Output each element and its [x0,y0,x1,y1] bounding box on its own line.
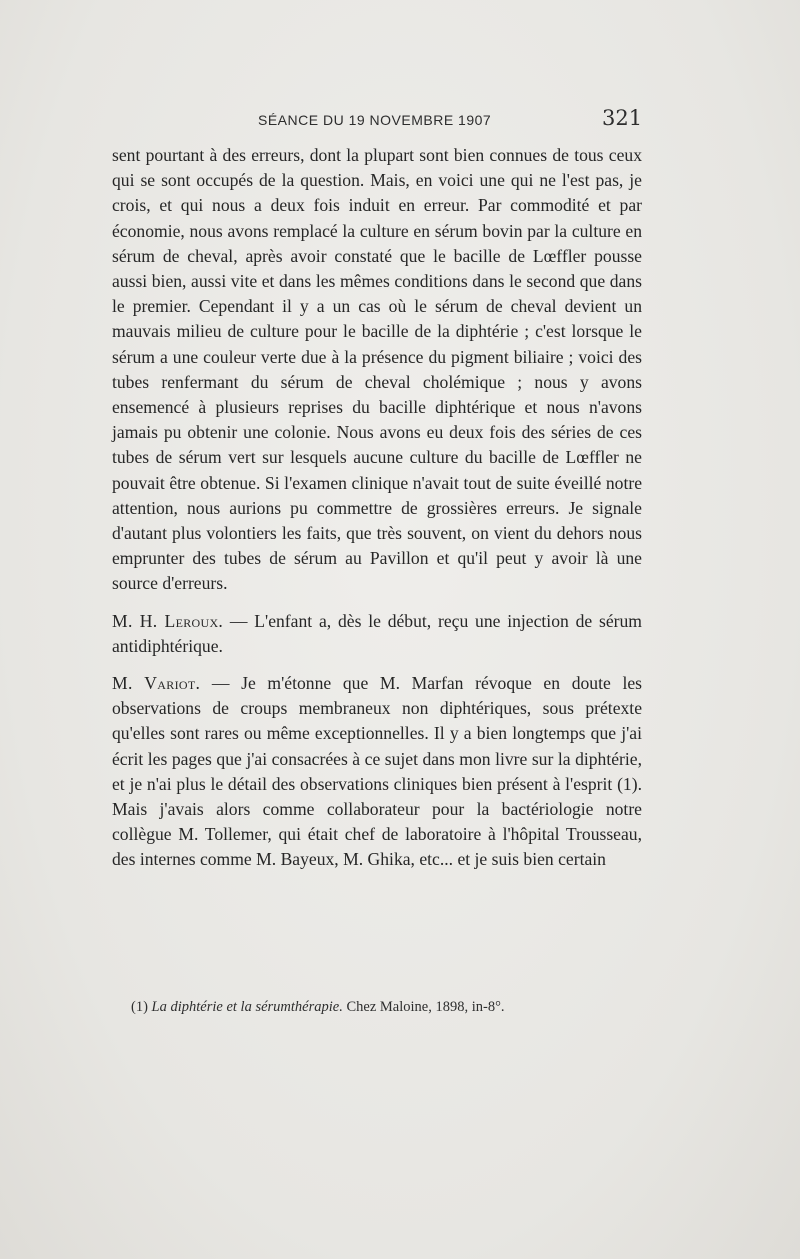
paragraph-2 [112,609,642,659]
page-header [0,106,800,136]
footnote-title: La diphtérie et la sérumthérapie. [151,999,343,1015]
paragraph-3 [112,671,642,873]
speaker-name: M. Variot. [112,673,201,694]
running-title: SÉANCE DU 19 NOVEMBRE 1907 [258,112,492,128]
speaker-name: M. H. Leroux. [112,610,224,631]
footnote-marker: (1) [131,999,152,1015]
paragraph-3-text: — Je m'étonne que M. Marfan révoque en doute les observations de croups membraneux non diphtériques, sous prétexte qu'elles sont rares ou même exceptionnelles. Il y a bien longtemps que j'ai écrit les pages que j'ai consacrées à ce sujet dans mon livre sur la diphtérie, et je n'ai plus le détail des observations cliniques bien présent à l'esprit (1). Mais j'avais alors comme collaborateur pour la bactériologie notre collègue M. Tollemer, qui était chef de laboratoire à l'hôpital Trousseau, des internes comme M. Bayeux, M. Ghika, etc... et je suis bien certain [112,673,643,870]
paragraph-1: sent pourtant à des erreurs, dont la plupart sont bien connues de tous ceux qui se sont occupés de la question. Mais, en voici une qui ne l'est pas, je crois, et qui nous a deux fois induit en erreur. Par commodité et par économie, nous avons remplacé la culture en sérum bovin par la culture en sérum de cheval, après avoir constaté que le bacille de Lœffler pousse aussi bien, aussi vite et dans les mêmes conditions dans le second que dans le premier. Cependant il y a un cas où le sérum de cheval devient un mauvais milieu de culture pour le bacille de la diphtérie ; c'est lorsque le sérum a une couleur verte due à la présence du pigment biliaire ; voici des tubes renfermant du sérum de cheval cholémique ; nous y avons ensemencé à plusieurs reprises du bacille diphtérique et nous n'avons jamais pu obtenir une colonie. Nous avons eu deux fois des séries de ces tubes de sérum vert sur lesquels aucune culture du bacille de Lœffler ne pouvait être obtenue. Si l'examen clinique n'avait tout de suite éveillé notre attention, nous aurions pu commettre de grossières erreurs. Je signale d'autant plus volontiers les faits, que très souvent, on vient du dehors nous emprunter des tubes de sérum au Pavillon et qu'il peut y avoir là une source d'erreurs. [112,145,642,594]
footnote-rest: Chez Maloine, 1898, in-8°. [342,999,505,1015]
body-text [112,143,642,873]
footnote [131,997,631,1017]
paragraph-2-text: — L'enfant a, dès le début, reçu une injection de sérum antidiphtérique. [112,610,642,656]
page-number: 321 [602,106,643,130]
